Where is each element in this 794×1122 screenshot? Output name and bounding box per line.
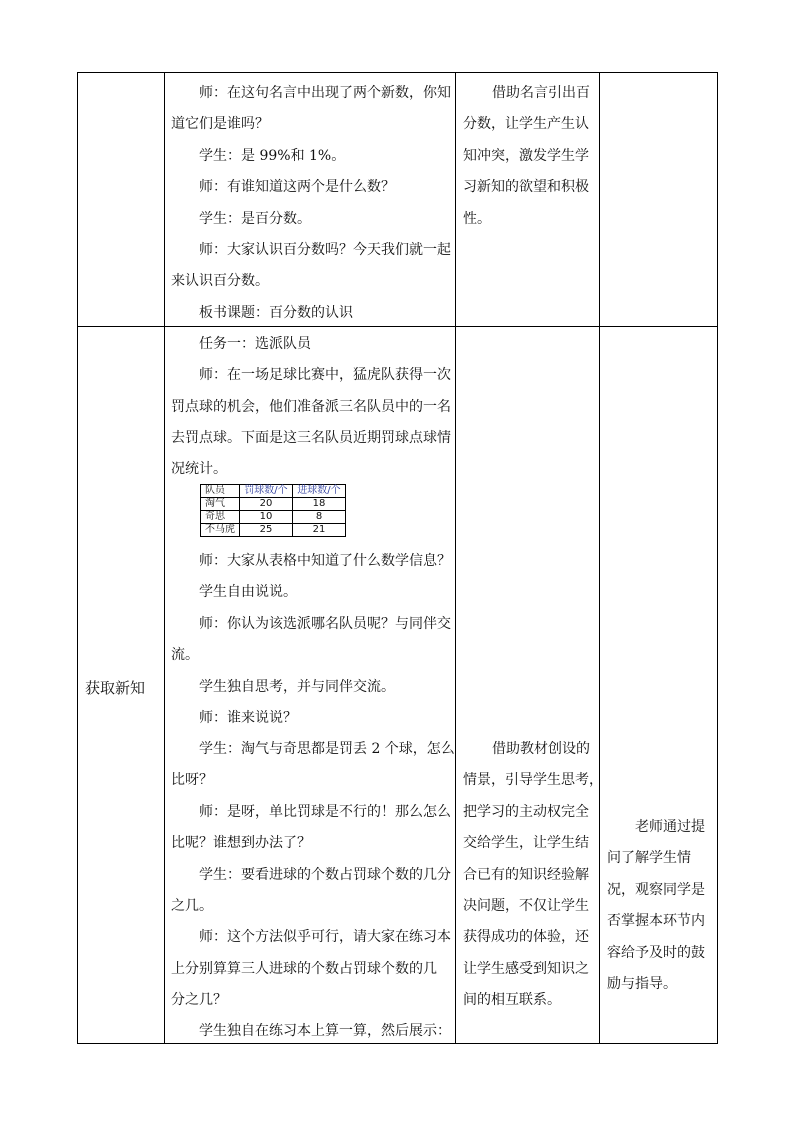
- row2-assessment-line: 问了解学生情: [607, 850, 691, 866]
- row2-intent-line: 让学生感受到知识之: [463, 961, 589, 977]
- table-cell: 25: [240, 524, 293, 537]
- row2-intent-line: 决问题，不仅让学生: [463, 898, 589, 914]
- row2-line: 师：这个方法似乎可行，请大家在练习本: [199, 929, 451, 945]
- row1-intent-line: 知冲突，激发学生学: [463, 148, 589, 164]
- row2-line: 去罚点球。下面是这三名队员近期罚球点球情: [171, 430, 451, 446]
- row1-intent-line: 借助名言引出百: [492, 85, 590, 101]
- table-border-bottom: [77, 1043, 718, 1044]
- row1-line: 道它们是谁吗？: [171, 116, 269, 132]
- table-cell: 21: [293, 524, 346, 537]
- row2-line: 师：谁来说说？: [199, 710, 297, 726]
- row2-line: 师：是呀，单比罚球是不行的！那么怎么: [199, 804, 451, 820]
- row2-line: 学生：淘气与奇思都是罚丢 2 个球，怎么: [199, 741, 455, 757]
- row1-line: 师：有谁知道这两个是什么数？: [199, 179, 395, 195]
- penalty-stats-table: [200, 484, 346, 537]
- table-border-row-divider: [77, 326, 718, 327]
- section-label: 获取新知: [85, 679, 146, 697]
- row2-assessment-line: 容给予及时的鼓: [607, 945, 705, 961]
- table-border-col3: [599, 72, 600, 1044]
- row1-line: 来认识百分数。: [171, 273, 269, 289]
- row2-line: 罚点球的机会，他们准备派三名队员中的一名: [171, 399, 451, 415]
- table-row: [201, 524, 346, 537]
- row2-line: 流。: [171, 647, 199, 663]
- row2-line: 学生独自思考，并与同伴交流。: [199, 679, 395, 695]
- row2-intent-line: 间的相互联系。: [463, 992, 561, 1008]
- row2-intent-line: 把学习的主动权完全: [463, 804, 589, 820]
- row1-line: 学生：是 99%和 1%。: [199, 148, 346, 164]
- table-cell: 奇思: [201, 511, 240, 524]
- row2-assessment-line: 老师通过提: [635, 819, 705, 835]
- row2-intent-line: 合已有的知识经验解: [463, 867, 589, 883]
- row1-intent-line: 习新知的欲望和积极: [463, 179, 589, 195]
- table-cell: 10: [240, 511, 293, 524]
- table-border-right: [717, 72, 718, 1044]
- row2-line: 学生自由说说。: [199, 584, 297, 600]
- row2-line: 比呢？谁想到办法了？: [171, 835, 311, 851]
- row2-intent-line: 借助教材创设的: [492, 741, 590, 757]
- row2-line: 况统计。: [171, 461, 227, 477]
- row1-line: 师：大家认识百分数吗？今天我们就一起: [199, 242, 451, 258]
- table-header-cell: 罚球数/个: [240, 485, 293, 498]
- table-cell: 淘气: [201, 498, 240, 511]
- row1-intent-line: 分数，让学生产生认: [463, 116, 589, 132]
- table-cell: 18: [293, 498, 346, 511]
- row2-line: 之几。: [171, 898, 213, 914]
- row2-line: 上分别算算三人进球的个数占罚球个数的几: [171, 961, 437, 977]
- row2-line: 师：在一场足球比赛中，猛虎队获得一次: [199, 367, 451, 383]
- table-row: [201, 498, 346, 511]
- table-cell: 不马虎: [201, 524, 240, 537]
- row2-assessment-line: 况，观察同学是: [607, 882, 705, 898]
- table-header-cell: 队员: [201, 485, 240, 498]
- row1-line: 师：在这句名言中出现了两个新数，你知: [199, 85, 451, 101]
- row2-line: 学生独自在练习本上算一算，然后展示：: [199, 1023, 451, 1039]
- table-header-row: [201, 485, 346, 498]
- row2-line: 比呀？: [171, 772, 213, 788]
- row2-line: 师：你认为该选派哪名队员呢？与同伴交: [199, 616, 451, 632]
- row1-line: 学生：是百分数。: [199, 211, 311, 227]
- table-border-col2: [455, 72, 456, 1044]
- table-border-left: [77, 72, 78, 1044]
- table-header-cell: 进球数/个: [293, 485, 346, 498]
- row1-line: 板书课题：百分数的认识: [199, 305, 353, 321]
- table-border-top: [77, 72, 718, 73]
- table-border-col1: [164, 72, 165, 1044]
- table-row: [201, 511, 346, 524]
- row2-line: 学生：要看进球的个数占罚球个数的几分: [199, 867, 451, 883]
- row1-intent-line: 性。: [463, 211, 491, 227]
- row2-intent-line: 交给学生，让学生结: [463, 835, 589, 851]
- row2-line: 师：大家从表格中知道了什么数学信息？: [199, 553, 451, 569]
- row2-assessment-line: 励与指导。: [607, 976, 677, 992]
- table-cell: 8: [293, 511, 346, 524]
- row2-assessment-line: 否掌握本环节内: [607, 913, 705, 929]
- row2-line: 分之几？: [171, 992, 227, 1008]
- row2-line: 任务一：选派队员: [199, 336, 311, 352]
- table-cell: 20: [240, 498, 293, 511]
- row2-intent-line: 情景，引导学生思考，: [463, 772, 603, 788]
- row2-intent-line: 获得成功的体验，还: [463, 929, 589, 945]
